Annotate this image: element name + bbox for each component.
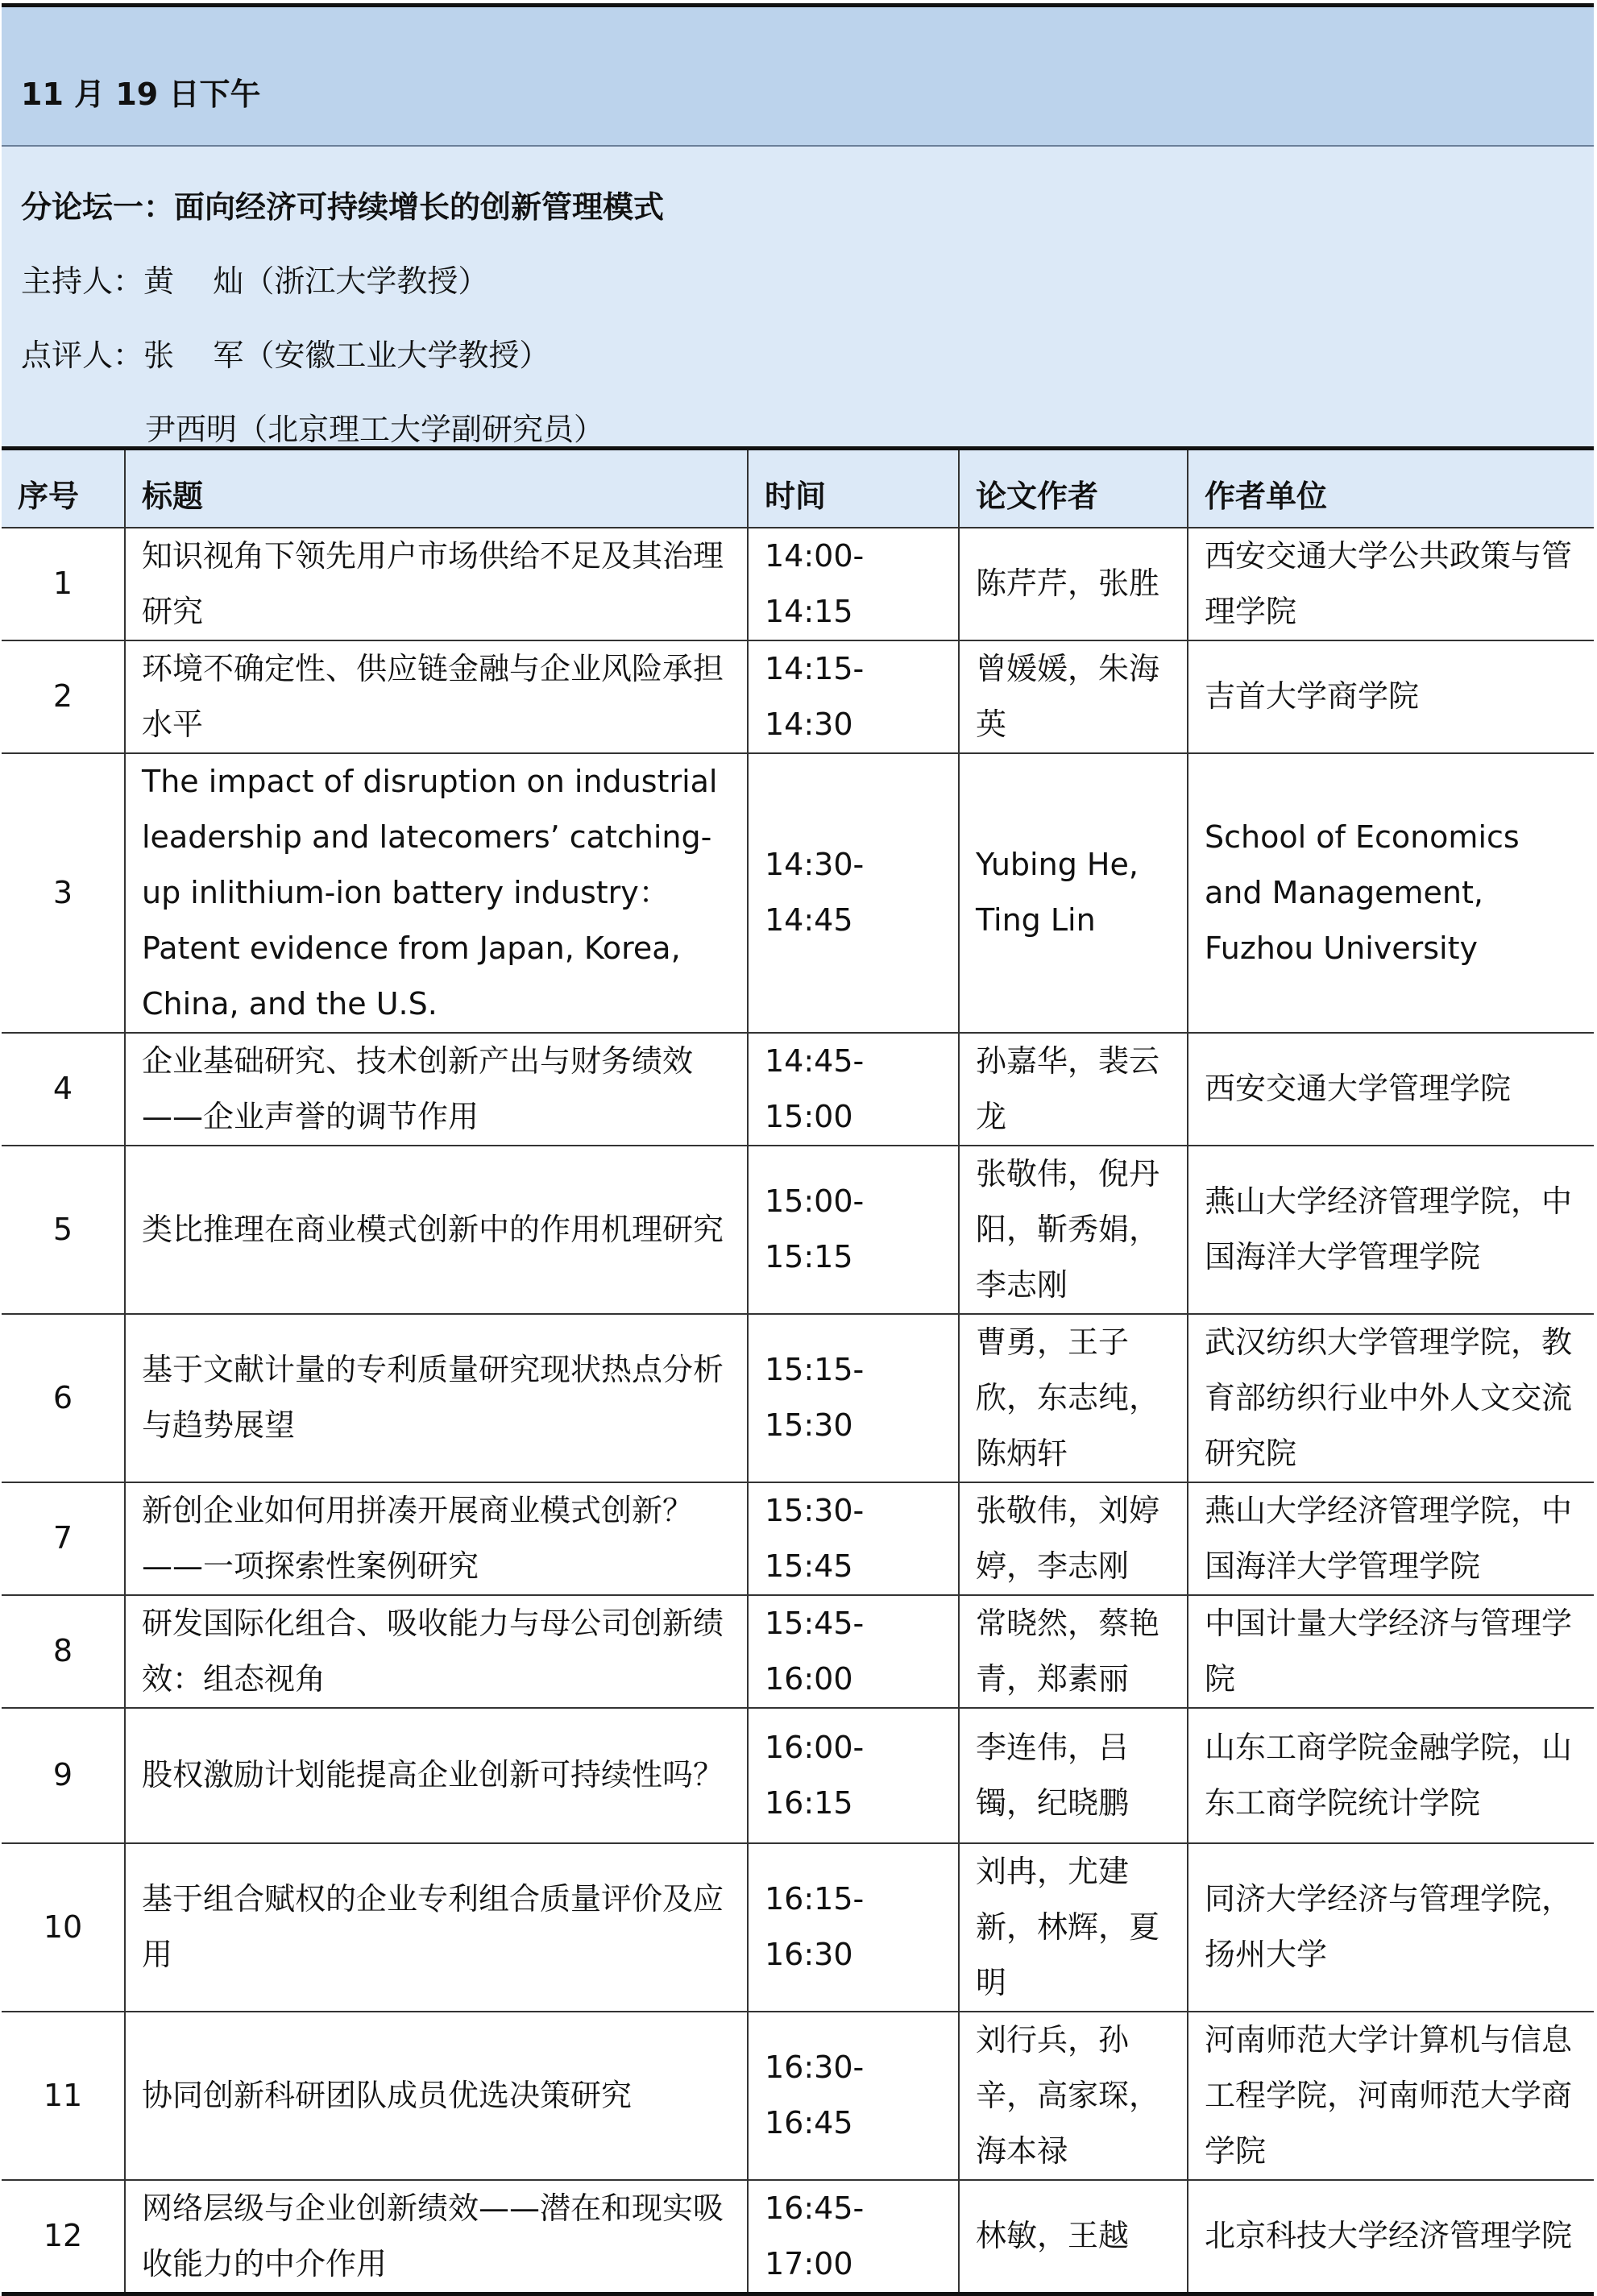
cell-no: 8	[2, 1595, 125, 1708]
col-header-authors: 论文作者	[959, 449, 1188, 528]
cell-time: 14:15-14:30	[748, 640, 959, 753]
cell-authors: 李连伟，吕镯，纪晓鹏	[959, 1708, 1188, 1843]
cell-time: 15:00-15:15	[748, 1146, 959, 1314]
col-header-title: 标题	[125, 449, 748, 528]
cell-title: 股权激励计划能提高企业创新可持续性吗？	[125, 1708, 748, 1843]
cell-title: 协同创新科研团队成员优选决策研究	[125, 2012, 748, 2180]
cell-affiliation: 中国计量大学经济与管理学院	[1188, 1595, 1594, 1708]
cell-authors: 林敏，王越	[959, 2180, 1188, 2294]
cell-time: 14:00-14:15	[748, 528, 959, 640]
cell-no: 1	[2, 528, 125, 640]
table-row	[2, 1843, 1594, 2012]
cell-affiliation: 同济大学经济与管理学院，扬州大学	[1188, 1843, 1594, 2012]
host-name: 黄 灿（浙江大学教授）	[143, 263, 489, 299]
table-row	[2, 1146, 1594, 1314]
col-header-affiliation: 作者单位	[1188, 449, 1594, 528]
cell-time: 15:15-15:30	[748, 1314, 959, 1482]
cell-affiliation: 吉首大学商学院	[1188, 640, 1594, 753]
cell-authors: 陈芹芹，张胜	[959, 528, 1188, 640]
cell-authors: 刘行兵，孙辛，高家琛，海本禄	[959, 2012, 1188, 2180]
cell-authors: 张敬伟，倪丹阳，靳秀娟，李志刚	[959, 1146, 1188, 1314]
cell-title: 基于组合赋权的企业专利组合质量评价及应用	[125, 1843, 748, 2012]
cell-time: 14:30-14:45	[748, 753, 959, 1033]
cell-title: 类比推理在商业模式创新中的作用机理研究	[125, 1146, 748, 1314]
cell-affiliation: School of Economics and Management, Fuzhou University	[1188, 753, 1594, 1033]
cell-authors: 曹勇，王子欣，东志纯，陈炳轩	[959, 1314, 1188, 1482]
table-row	[2, 528, 1594, 640]
cell-title: 新创企业如何用拼凑开展商业模式创新？——一项探索性案例研究	[125, 1482, 748, 1595]
cell-time: 16:45-17:00	[748, 2180, 959, 2294]
session-date: 11 月 19 日下午	[21, 77, 261, 112]
table-row	[2, 1595, 1594, 1708]
cell-authors: 孙嘉华，裴云龙	[959, 1033, 1188, 1146]
table-row	[2, 1708, 1594, 1843]
reviewer-label: 点评人：	[21, 338, 144, 373]
cell-time: 14:45-15:00	[748, 1033, 959, 1146]
host-line	[21, 256, 488, 300]
col-header-no: 序号	[2, 449, 125, 528]
cell-title: 企业基础研究、技术创新产出与财务绩效——企业声誉的调节作用	[125, 1033, 748, 1146]
reviewer-line-2	[145, 404, 604, 449]
schedule-table	[2, 446, 1594, 2296]
cell-affiliation: 燕山大学经济管理学院，中国海洋大学管理学院	[1188, 1482, 1594, 1595]
cell-title: The impact of disruption on industrial leadership and latecomers’ catching-up inlithium-ion battery industry：Patent evidence from Japan, Korea, China, and the U.S.	[125, 753, 748, 1033]
table-row	[2, 2012, 1594, 2180]
cell-affiliation: 燕山大学经济管理学院，中国海洋大学管理学院	[1188, 1146, 1594, 1314]
cell-title: 网络层级与企业创新绩效——潜在和现实吸收能力的中介作用	[125, 2180, 748, 2294]
cell-title: 研发国际化组合、吸收能力与母公司创新绩效：组态视角	[125, 1595, 748, 1708]
cell-no: 5	[2, 1146, 125, 1314]
forum-title: 分论坛一：面向经济可持续增长的创新管理模式	[21, 189, 665, 225]
cell-affiliation: 山东工商学院金融学院，山东工商学院统计学院	[1188, 1708, 1594, 1843]
cell-no: 7	[2, 1482, 125, 1595]
cell-affiliation: 北京科技大学经济管理学院	[1188, 2180, 1594, 2294]
reviewer-name: 尹西明（北京理工大学副研究员）	[145, 412, 605, 447]
forum-info	[2, 147, 1594, 450]
cell-authors: Yubing He, Ting Lin	[959, 753, 1188, 1033]
cell-time: 16:15-16:30	[748, 1843, 959, 2012]
cell-title: 基于文献计量的专利质量研究现状热点分析与趋势展望	[125, 1314, 748, 1482]
cell-no: 6	[2, 1314, 125, 1482]
cell-no: 2	[2, 640, 125, 753]
cell-authors: 刘冉，尤建新，林辉，夏明	[959, 1843, 1188, 2012]
cell-no: 4	[2, 1033, 125, 1146]
reviewer-line	[21, 330, 550, 375]
cell-affiliation: 河南师范大学计算机与信息工程学院，河南师范大学商学院	[1188, 2012, 1594, 2180]
table-row	[2, 753, 1594, 1033]
cell-title: 环境不确定性、供应链金融与企业风险承担水平	[125, 640, 748, 753]
cell-no: 11	[2, 2012, 125, 2180]
cell-time: 15:30-15:45	[748, 1482, 959, 1595]
cell-time: 15:45-16:00	[748, 1595, 959, 1708]
cell-authors: 曾媛媛，朱海英	[959, 640, 1188, 753]
cell-affiliation: 西安交通大学管理学院	[1188, 1033, 1594, 1146]
table-row	[2, 1482, 1594, 1595]
cell-title: 知识视角下领先用户市场供给不足及其治理研究	[125, 528, 748, 640]
cell-authors: 常晓然，蔡艳青，郑素丽	[959, 1595, 1188, 1708]
reviewer-name: 张 军（安徽工业大学教授）	[143, 338, 550, 373]
cell-time: 16:30-16:45	[748, 2012, 959, 2180]
table-row	[2, 1314, 1594, 1482]
col-header-time: 时间	[748, 449, 959, 528]
cell-affiliation: 武汉纺织大学管理学院，教育部纺织行业中外人文交流研究院	[1188, 1314, 1594, 1482]
table-row	[2, 640, 1594, 753]
cell-time: 16:00-16:15	[748, 1708, 959, 1843]
table-header-row	[2, 449, 1594, 528]
host-label: 主持人：	[21, 263, 144, 299]
table-row	[2, 1033, 1594, 1146]
cell-no: 12	[2, 2180, 125, 2294]
cell-no: 3	[2, 753, 125, 1033]
cell-affiliation: 西安交通大学公共政策与管理学院	[1188, 528, 1594, 640]
cell-no: 10	[2, 1843, 125, 2012]
cell-authors: 张敬伟，刘婷婷，李志刚	[959, 1482, 1188, 1595]
session-header	[2, 3, 1594, 450]
date-bar	[2, 3, 1594, 147]
cell-no: 9	[2, 1708, 125, 1843]
table-row	[2, 2180, 1594, 2294]
